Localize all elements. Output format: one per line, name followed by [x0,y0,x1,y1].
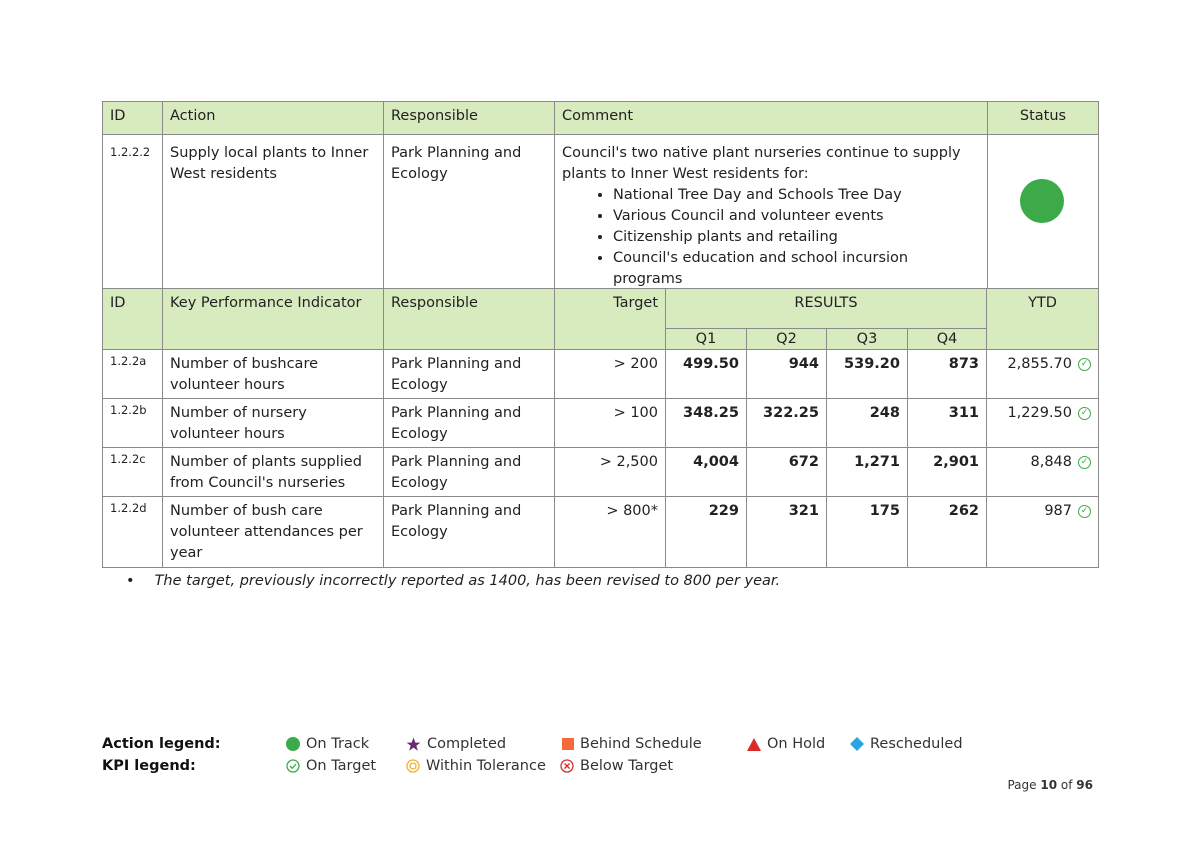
kpi-target: > 200 [613,356,658,372]
kpi-q3: 248 [869,405,900,421]
footnote-text: The target, previously incorrectly reported as 1400, has been revised to 800 per year. [154,573,781,589]
kpi-target: > 2,500 [599,454,658,470]
legend-on-track: On Track [286,736,369,752]
page-current: 10 [1040,778,1058,792]
kpi-q1: 348.25 [683,405,739,421]
kpi-header-results: RESULTS [794,295,858,311]
legend-on-target: On Target [286,758,376,774]
kpi-legend-label: KPI legend: [102,758,196,774]
comment-bullet: • Various Council and volunteer events [613,206,980,227]
kpi-q4: 311 [948,405,980,421]
legend-below-target: Below Target [560,758,673,774]
purple-star-icon [406,737,421,752]
orange-square-icon [562,738,574,750]
kpi-header-kpi: Key Performance Indicator [170,295,362,311]
kpi-header-q2: Q2 [776,331,797,347]
page-number: Page 10 of 96 [1007,778,1093,792]
action-legend-label: Action legend: [102,736,221,752]
kpi-ytd-cell [987,399,1098,424]
kpi-header-ytd: YTD [1028,295,1057,311]
red-cross-circle-icon [560,759,574,773]
header-id: ID [110,108,126,124]
green-circle-icon [286,737,300,751]
action-comment [555,135,987,290]
kpi-ytd: 2,855.70 [1007,356,1073,372]
kpi-header-row [103,289,1099,329]
kpi-ytd: 1,229.50 [1007,405,1073,421]
kpi-ytd: 8,848 [1030,454,1073,470]
action-status-cell [988,135,1099,291]
action-text: Supply local plants to Inner West residents [170,145,369,182]
kpi-q2: 321 [788,503,819,519]
kpi-header-responsible: Responsible [391,295,478,311]
kpi-q3: 1,271 [854,454,900,470]
kpi-responsible: Park Planning and Ecology [391,503,522,540]
action-table-header [103,102,1099,135]
kpi-responsible: Park Planning and Ecology [391,454,522,491]
action-responsible: Park Planning and Ecology [391,145,522,182]
kpi-responsible: Park Planning and Ecology [391,356,522,393]
kpi-row [103,448,1099,497]
red-triangle-icon [747,738,761,751]
kpi-q4: 2,901 [933,454,980,470]
on-target-icon: ✓ [1078,505,1091,518]
kpi-name: Number of nursery volunteer hours [170,405,307,442]
legend-within-tolerance: Within Tolerance [406,758,546,774]
comment-bullet: • Council's education and school incursion programs [613,248,980,290]
kpi-q3: 539.20 [844,356,900,372]
kpi-id: 1.2.2d [110,501,147,515]
orange-target-icon [406,759,420,773]
kpi-header-id: ID [110,295,126,311]
kpi-q4: 262 [948,503,980,519]
legend-completed: Completed [406,736,506,752]
kpi-name: Number of plants supplied from Council's nurseries [170,454,362,491]
blue-diamond-icon [850,737,864,751]
kpi-row [103,497,1099,568]
kpi-q2: 322.25 [763,405,819,421]
kpi-table [102,288,1099,568]
action-table [102,101,1099,291]
kpi-q2: 672 [788,454,819,470]
kpi-row [103,399,1099,448]
on-track-status-icon [1020,179,1064,223]
kpi-q1: 229 [708,503,739,519]
kpi-q2: 944 [788,356,819,372]
kpi-header-q4: Q4 [936,331,958,347]
kpi-q1: 4,004 [693,454,739,470]
kpi-target: > 800* [606,503,658,519]
kpi-name: Number of bushcare volunteer hours [170,356,319,393]
kpi-q1: 499.50 [683,356,739,372]
bullet-icon: • [126,573,135,589]
on-target-icon: ✓ [1078,407,1091,420]
kpi-name: Number of bush care volunteer attendances per year [170,503,363,561]
kpi-header-q3: Q3 [856,331,878,347]
kpi-q4: 873 [948,356,980,372]
header-responsible: Responsible [391,108,478,124]
kpi-q3: 175 [869,503,900,519]
kpi-target: > 100 [613,405,658,421]
comment-bullet: • National Tree Day and Schools Tree Day [613,185,980,206]
comment-intro: Council's two native plant nurseries continue to supply plants to Inner West residents for: [562,145,961,182]
header-action: Action [170,108,216,124]
action-id: 1.2.2.2 [110,145,151,159]
on-target-icon: ✓ [1078,358,1091,371]
footnote [126,573,780,589]
kpi-row [103,350,1099,399]
legend-on-hold: On Hold [747,736,825,752]
kpi-id: 1.2.2b [110,403,147,417]
header-status: Status [1019,108,1067,124]
header-comment: Comment [562,108,634,124]
action-row [103,135,1099,291]
kpi-header-q1: Q1 [695,331,717,347]
comment-bullet: • Citizenship plants and retailing [613,227,980,248]
page-total: 96 [1076,778,1093,792]
kpi-id: 1.2.2c [110,452,146,466]
legend-rescheduled: Rescheduled [850,736,963,752]
kpi-responsible: Park Planning and Ecology [391,405,522,442]
kpi-ytd-cell [987,497,1098,522]
comment-bullet-list [562,185,980,290]
on-target-icon: ✓ [1078,456,1091,469]
kpi-id: 1.2.2a [110,354,147,368]
green-check-circle-icon [286,759,300,773]
kpi-ytd: 987 [1044,503,1073,519]
kpi-ytd-cell [987,350,1098,375]
legend-behind-schedule: Behind Schedule [562,736,702,752]
kpi-ytd-cell [987,448,1098,473]
kpi-header-target: Target [613,295,658,311]
